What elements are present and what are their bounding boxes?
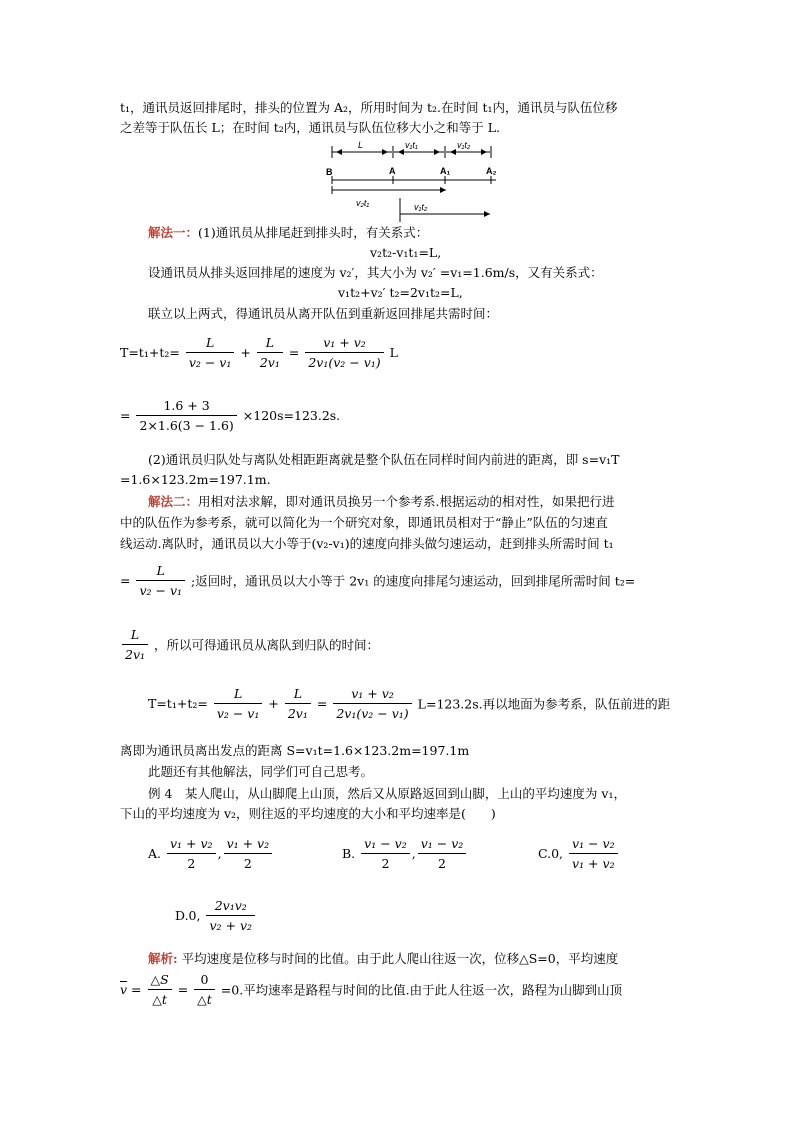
para1-line1: t₁，通讯员返回排尾时，排头的位置为 A₂，所用时间为 t₂.在时间 t₁内，通讯员与队伍位移 <box>120 100 618 115</box>
sol1-numeric: = $\frac{1.6 + 3}{2\times 1.6(3 - 1.6)}$ ×120s=123.2s. <box>120 398 341 433</box>
label-v1t2-bottom: v₁t₂ <box>414 202 428 212</box>
sol2-line3: 线运动.离队时，通讯员以大小等于(v₂-v₁)的速度向排头做匀速运动，赶到排头所需时间 t₁ <box>120 536 614 551</box>
sol1-eq1: v₂t₂-v₁t₁=L, <box>370 245 442 260</box>
point-A1: A₁ <box>440 166 451 176</box>
sol2-frac1: $\frac{L}{\text{v₂ − v₁}}$ <box>136 563 185 598</box>
label-v2t1: v₂t₁ <box>356 198 370 208</box>
sol1-frac1: $\frac{L}{\text{v₂ − v₁}}$ <box>186 335 235 370</box>
sol2-frac4: $\frac{L}{\text{2v₁}}$ <box>285 686 311 721</box>
sol2-t2-formula: $\frac{L}{\text{2v₁}}$ ，所以可得通讯员从离队到归队的时间： <box>120 627 379 662</box>
ex4-option-c[interactable]: C.0, $\frac{\text{v₁ − v₂}}{\text{v₁ + v₂}}$ <box>538 836 620 871</box>
point-A2: A₂ <box>486 166 497 176</box>
point-B: B <box>326 167 333 177</box>
sol1-label: 解法一： <box>148 225 199 240</box>
sol1-frac2: $\frac{L}{\text{2v₁}}$ <box>257 335 283 370</box>
ex4-option-a[interactable]: A. $\frac{\text{v₁ + v₂}}{2}$ , $\frac{\text{v₁ + v₂}}{2}$ <box>148 836 274 871</box>
sol2-line2: 中的队伍作为参考系，就可以简化为一个研究对象，即通讯员相对于“静止”队伍的匀速直 <box>120 515 608 530</box>
sol1-part2-line2: =1.6×123.2m=197.1m. <box>120 472 271 487</box>
sol1-T-formula: T=t₁+t₂= $\frac{L}{\text{v₂ − v₁}}$ + $\frac{L}{\text{2v₁}}$ = $\frac{\text{v₁ + v₂}}{\text{2v₁(v₂ − v₁)}}$ L <box>120 335 398 370</box>
ex4-line1: 例 4 某人爬山，从山脚爬上山顶，然后又从原路返回到山脚，上山的平均速度为 v₁， <box>148 786 626 801</box>
ex4-option-d[interactable]: D.0, $\frac{\text{2v₁v₂}}{\text{v₂ + v₂}}$ <box>175 898 257 933</box>
sol2-label: 解法二： <box>148 494 199 509</box>
sol2-line6: 离即为通讯员离出发点的距离 S=v₁t=1.6×123.2m=197.1m <box>120 743 470 758</box>
sol1-frac4: $\frac{1.6 + 3}{2\times 1.6(3 - 1.6)}$ <box>136 398 236 433</box>
analysis-line1: 解析: 平均速度是位移与时间的比值。由于此人爬山往返一次，位移△S=0，平均速度 <box>148 951 619 966</box>
sol2-line7: 此题还有其他解法，同学们可自己思考。 <box>148 764 374 779</box>
sol1-line1: 解法一：(1)通讯员从排尾赶到排头时，有关系式： <box>148 225 429 240</box>
sol2-line1: 解法二：用相对法求解，即对通讯员换另一个参考系.根据运动的相对性，如果把行进 <box>148 494 615 509</box>
analysis-formula: $\overline{v}$ = $\frac{\triangle S}{\triangle t}$ = $\frac{0}{\triangle t}$ =0.平均速率是路程与时间的比值.由于此人往返一次，路程为山脚到山顶 <box>120 972 623 1007</box>
sol1-frac3: $\frac{\text{v₁ + v₂}}{\text{2v₁(v₂ − v₁)}}$ <box>305 335 383 370</box>
sol1-line2: 设通讯员从排头返回排尾的速度为 v₂′，其大小为 v₂′ =v₁=1.6m/s，又有关系式： <box>148 265 603 280</box>
sol2-T-formula: T=t₁+t₂= $\frac{L}{\text{v₂ − v₁}}$ + $\frac{L}{\text{2v₁}}$ = $\frac{\text{v₁ + v₂}}{\text{2v₁(v₂ − v₁)}}$ L=123.2s.再以地面为参考系，队伍前进的距 <box>148 686 671 721</box>
sol1-line3: 联立以上两式，得通讯员从离开队伍到重新返回排尾共需时间： <box>148 306 499 321</box>
label-L: L <box>358 140 364 150</box>
point-A: A <box>389 166 396 176</box>
sol2-frac3: $\frac{L}{\text{v₂ − v₁}}$ <box>214 686 263 721</box>
analysis-label: 解析: <box>148 951 178 966</box>
ex4-line2: 下山的平均速度为 v₂，则往返的平均速度的大小和平均速率是( ) <box>120 806 496 821</box>
sol2-frac5: $\frac{\text{v₁ + v₂}}{\text{2v₁(v₂ − v₁)}}$ <box>333 686 411 721</box>
sol2-frac2: $\frac{L}{\text{2v₁}}$ <box>122 627 148 662</box>
para1-line2: 之差等于队伍长 L；在时间 t₂内，通讯员与队伍位移大小之和等于 L. <box>120 120 501 135</box>
label-v1t1-top: v₁t₁ <box>405 140 418 150</box>
label-v1t2-top: v₁t₂ <box>457 140 471 150</box>
sol1-part2-line1: (2)通讯员归队处与离队处相距距离就是整个队伍在同样时间内前进的距离，即 s=v₁T <box>148 452 620 467</box>
sol2-t1-formula: = $\frac{L}{\text{v₂ − v₁}}$ ;返回时，通讯员以大小等于 2v₁ 的速度向排尾匀速运动，回到排尾所需时间 t₂= <box>120 563 636 598</box>
motion-diagram <box>0 138 794 228</box>
ex4-option-b[interactable]: B. $\frac{\text{v₁ − v₂}}{2}$ , $\frac{\text{v₁ − v₂}}{2}$ <box>342 836 468 871</box>
sol1-eq2: v₁t₂+v₂′ t₂=2v₁t₂=L, <box>338 285 463 300</box>
